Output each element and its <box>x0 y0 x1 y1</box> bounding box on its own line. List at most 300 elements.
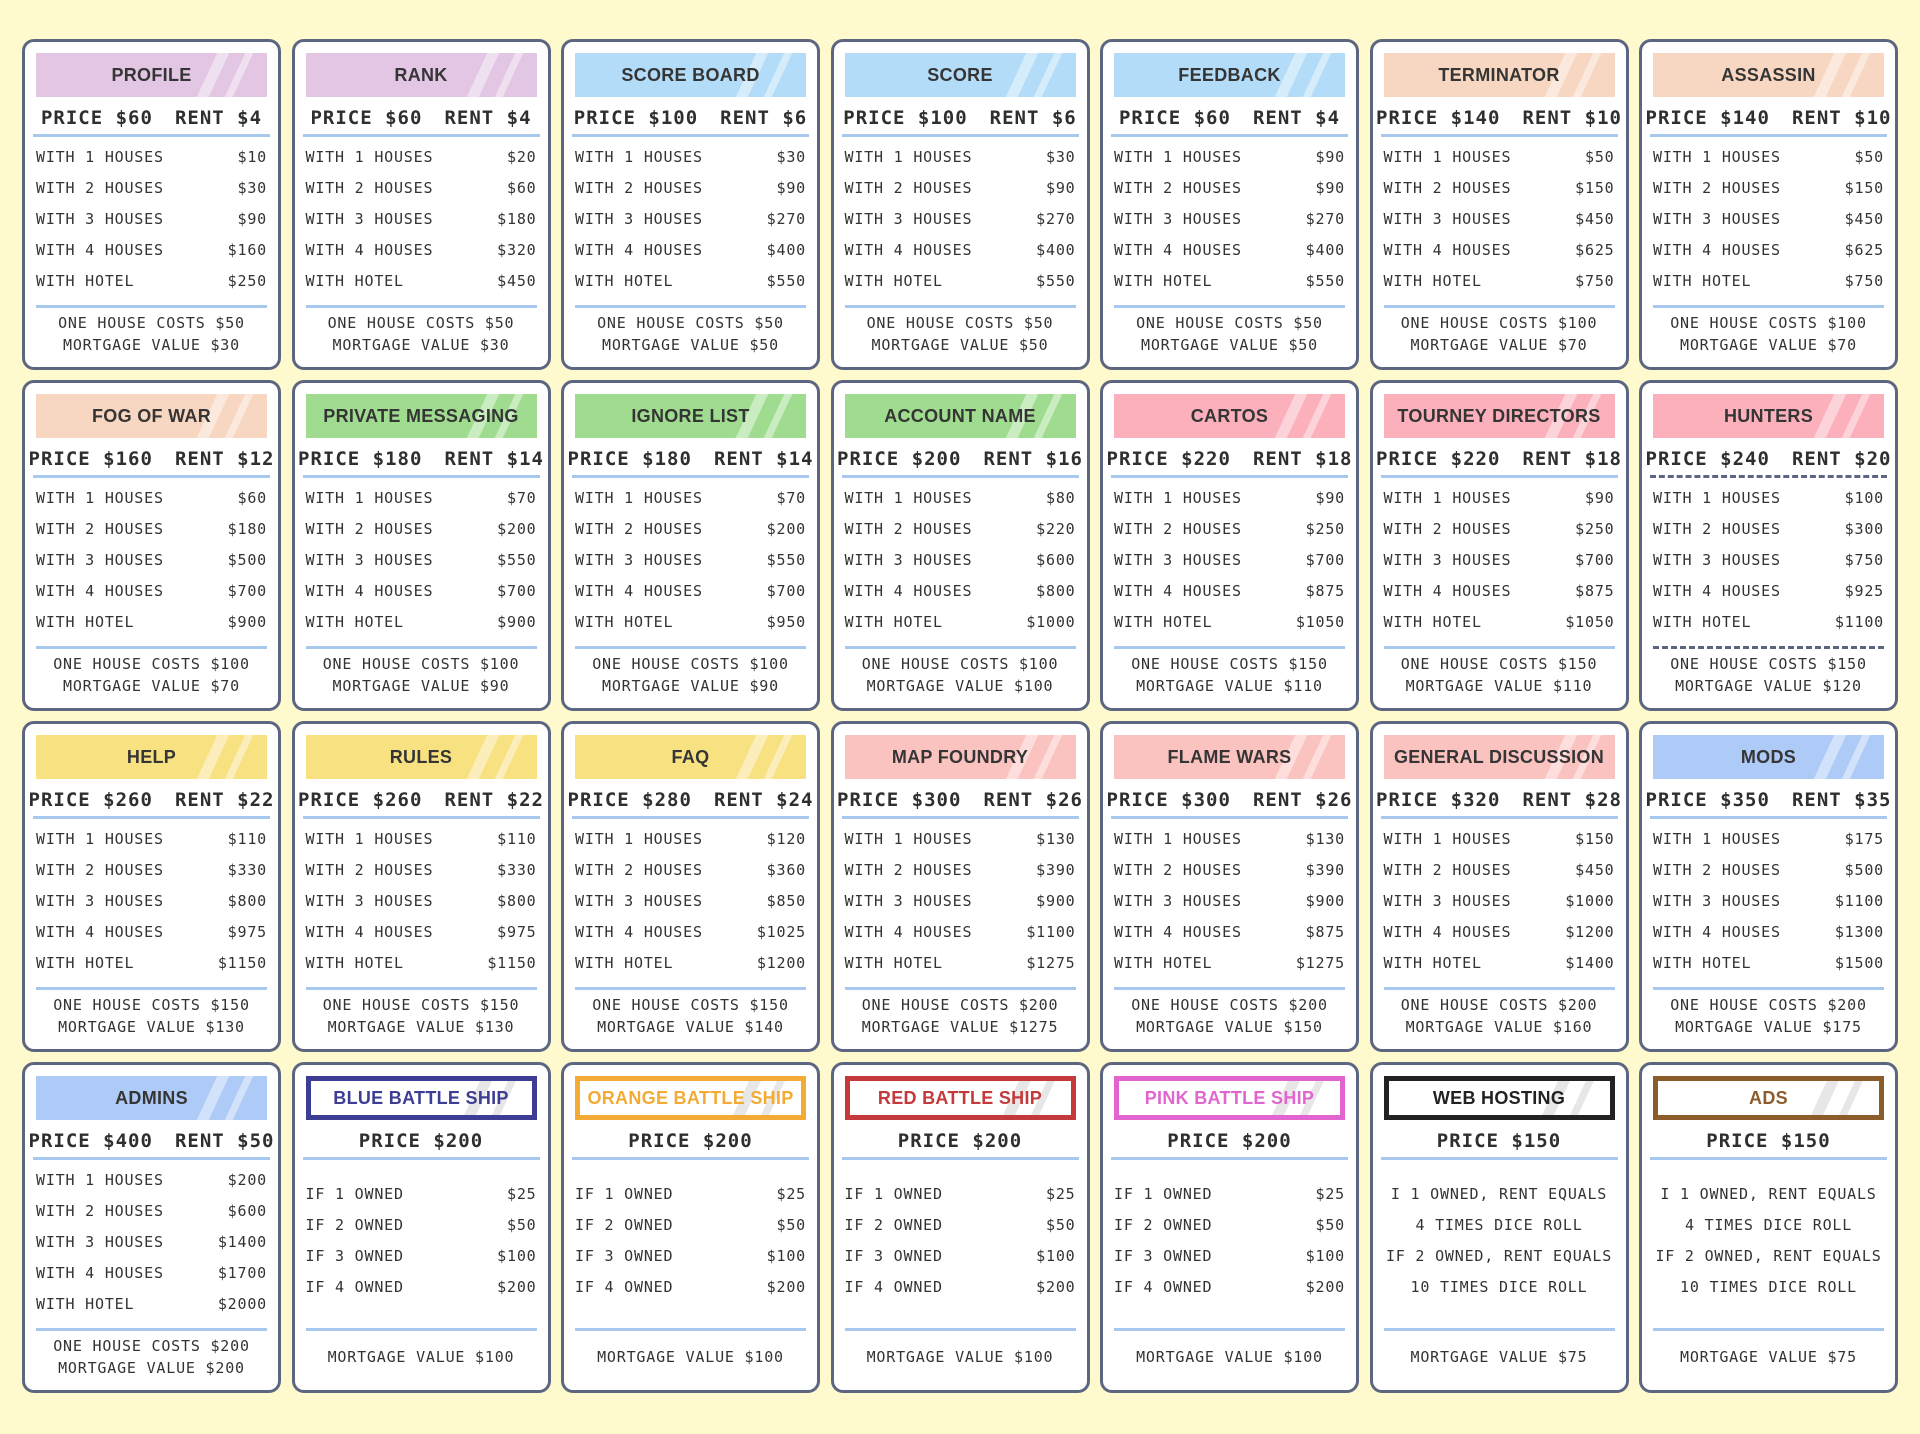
rent-row <box>306 575 537 606</box>
rent-row <box>575 482 806 513</box>
rent-row-value: $800 <box>1036 581 1076 600</box>
card-title-text: PROFILE <box>111 64 192 85</box>
rent-row-value: $270 <box>1305 209 1345 228</box>
house-cost: ONE HOUSE COSTS $150 <box>1400 655 1598 673</box>
card-title <box>1114 1076 1345 1120</box>
rent-row <box>36 544 267 575</box>
rent-row <box>1114 1271 1345 1302</box>
rent-row-value: $130 <box>1036 829 1076 848</box>
title-sheen <box>1572 53 1601 97</box>
rent-row-value: $100 <box>1036 1246 1076 1265</box>
card-mods[interactable] <box>1639 721 1898 1052</box>
rent-row-value: $175 <box>1844 829 1884 848</box>
mortgage-value: MORTGAGE VALUE $110 <box>1405 677 1593 695</box>
rent-row <box>36 916 267 947</box>
rent-row <box>1114 1209 1345 1240</box>
rent-table <box>306 823 537 978</box>
rent-row-label: WITH 2 HOUSES <box>1383 860 1512 879</box>
rent-row <box>36 172 267 203</box>
rent-row-label: WITH HOTEL <box>305 953 404 972</box>
card-ads[interactable] <box>1639 1062 1898 1393</box>
rent-row-label: WITH HOTEL <box>844 612 943 631</box>
rent-row-label: WITH 1 HOUSES <box>1114 488 1242 507</box>
card-footer <box>845 646 1076 701</box>
title-sheen <box>1033 394 1062 438</box>
rent-row <box>575 1271 806 1302</box>
rent-row <box>575 544 806 575</box>
card-footer <box>845 1328 1076 1383</box>
card-title <box>575 735 806 779</box>
rent-row-label: WITH 4 HOUSES <box>575 581 703 600</box>
rent-row-value: $900 <box>497 612 537 631</box>
price-rent-line <box>298 784 544 819</box>
rent-row-label: WITH 3 HOUSES <box>1653 891 1781 910</box>
title-sheen <box>1814 53 1847 97</box>
rent-row-value: $30 <box>1046 147 1076 166</box>
rent-row-value: $30 <box>237 178 267 197</box>
card-title <box>36 735 267 779</box>
card-footer <box>1114 646 1345 701</box>
mortgage-value: MORTGAGE VALUE $150 <box>1136 1018 1323 1036</box>
card-title <box>306 394 537 438</box>
rent-row-label: WITH 2 HOUSES <box>1114 860 1242 879</box>
rent-row-label: IF 1 OWNED <box>1114 1184 1213 1203</box>
rent-row-value: $100 <box>766 1246 806 1265</box>
rent-row <box>1653 265 1884 296</box>
card-footer <box>306 305 537 360</box>
rent-table <box>1653 141 1884 296</box>
rent-row-label: IF 4 OWNED <box>305 1277 404 1296</box>
mortgage-value: MORTGAGE VALUE $100 <box>866 1348 1054 1366</box>
rent-row-value: $1150 <box>487 953 537 972</box>
rent-row-label: WITH 2 HOUSES <box>844 519 973 538</box>
title-sheen <box>225 1076 254 1120</box>
card-title-text: SCORE BOARD <box>621 64 760 85</box>
rent: RENT $6 <box>720 107 808 129</box>
card-title-text: TERMINATOR <box>1438 64 1560 85</box>
rent-row <box>1653 234 1884 265</box>
rent-row-value: $200 <box>766 519 806 538</box>
card-red-battle-ship[interactable] <box>831 1062 1090 1393</box>
title-sheen <box>1839 1081 1863 1115</box>
house-cost: ONE HOUSE COSTS $200 <box>1670 996 1867 1014</box>
rent-row <box>1384 1271 1615 1302</box>
rent-row-label: WITH 1 HOUSES <box>844 488 973 507</box>
house-cost: ONE HOUSE COSTS $100 <box>1670 314 1867 332</box>
rent-row <box>575 947 806 978</box>
rent-row-label: WITH 1 HOUSES <box>1114 147 1242 166</box>
card-rank[interactable] <box>292 39 551 370</box>
rent-row <box>845 1209 1076 1240</box>
rent-row-label: WITH 2 HOUSES <box>1114 519 1242 538</box>
price-rent-line <box>572 1125 809 1160</box>
title-sheen <box>764 394 793 438</box>
rent-row-value: $25 <box>776 1184 806 1203</box>
card-assassin[interactable] <box>1639 39 1898 370</box>
rent-table <box>1384 141 1615 296</box>
mortgage-value: MORTGAGE VALUE $110 <box>1136 677 1323 695</box>
card-blue-battle-ship[interactable] <box>292 1062 551 1393</box>
mortgage-value: MORTGAGE VALUE $50 <box>871 336 1049 354</box>
card-ignore-list[interactable] <box>561 380 820 711</box>
card-title-text: SCORE <box>927 64 993 85</box>
rent-row-value: $875 <box>1575 581 1615 600</box>
rent-row-label: WITH 3 HOUSES <box>1653 209 1781 228</box>
rent: RENT $26 <box>983 789 1083 811</box>
rent-row-label: WITH 1 HOUSES <box>575 829 703 848</box>
house-cost: ONE HOUSE COSTS $150 <box>322 996 520 1014</box>
title-sheen <box>1570 1081 1594 1115</box>
rent-row-value: $180 <box>497 209 537 228</box>
card-title-text: FAQ <box>671 746 710 767</box>
rent-table <box>1653 1178 1884 1302</box>
rent-row-value: $1275 <box>1026 953 1076 972</box>
rent-row-value: $1150 <box>217 953 267 972</box>
card-footer <box>36 987 267 1042</box>
rent-row-value: $1050 <box>1565 612 1615 631</box>
rent-row-value: $1400 <box>217 1232 267 1251</box>
rent-row-label: WITH 3 HOUSES <box>305 209 434 228</box>
price-rent-line <box>28 1125 275 1160</box>
rent-row-value: $100 <box>1305 1246 1345 1265</box>
rent-row <box>1653 606 1884 637</box>
price: PRICE $180 <box>298 448 423 470</box>
rent-row <box>1384 544 1615 575</box>
rent-row-value: $700 <box>1305 550 1345 569</box>
card-title-text: GENERAL DISCUSSION <box>1393 746 1605 767</box>
mortgage-value: MORTGAGE VALUE $130 <box>58 1018 245 1036</box>
rent-row-label: WITH 4 HOUSES <box>36 922 164 941</box>
title-sheen <box>225 394 254 438</box>
mortgage-value: MORTGAGE VALUE $100 <box>327 1348 515 1366</box>
rent-row <box>845 606 1076 637</box>
card-rules[interactable] <box>292 721 551 1052</box>
rent-row-value: $500 <box>227 550 267 569</box>
rent-row-label: WITH HOTEL <box>1114 612 1213 631</box>
mortgage-value: MORTGAGE VALUE $70 <box>1680 336 1857 354</box>
rent-row-label: IF 4 OWNED <box>575 1277 674 1296</box>
card-title-text: MAP FOUNDRY <box>891 746 1029 767</box>
rent-row-label: IF 2 OWNED <box>844 1215 943 1234</box>
rent: RENT $4 <box>174 107 263 129</box>
rent-row <box>845 1240 1076 1271</box>
rent-row-value: $750 <box>1844 271 1884 290</box>
title-sheen <box>1033 735 1062 779</box>
rent-row-label: WITH HOTEL <box>1383 953 1482 972</box>
card-score-board[interactable] <box>561 39 820 370</box>
title-sheen <box>736 735 769 779</box>
rent-row-label: WITH 1 HOUSES <box>575 488 703 507</box>
rent-row <box>845 482 1076 513</box>
price-rent-line <box>303 1125 540 1160</box>
title-sheen <box>494 735 523 779</box>
card-title-text: ORANGE BATTLE SHIP <box>587 1087 794 1108</box>
rent-row <box>575 172 806 203</box>
price: PRICE $220 <box>1106 448 1231 470</box>
card-title-text: IGNORE LIST <box>631 405 750 426</box>
rent-row-label: IF 3 OWNED <box>305 1246 404 1265</box>
price-rent-line <box>1376 443 1622 478</box>
rent-row-value: $1400 <box>1565 953 1615 972</box>
rent-table <box>36 823 267 978</box>
rent-row <box>1384 1178 1615 1209</box>
rent-row <box>306 823 537 854</box>
rent-row <box>306 1271 537 1302</box>
rent-table <box>575 1178 806 1302</box>
rent: RENT $24 <box>713 789 814 811</box>
rent-row-value: $110 <box>497 829 537 848</box>
card-title-text: HELP <box>126 746 177 767</box>
rent-row-value: $600 <box>227 1201 267 1220</box>
card-terminator[interactable] <box>1370 39 1629 370</box>
rent-row <box>1114 234 1345 265</box>
rent-row-label: WITH HOTEL <box>1114 271 1213 290</box>
card-flame-wars[interactable] <box>1100 721 1359 1052</box>
house-cost: ONE HOUSE COSTS $150 <box>1670 655 1867 673</box>
rent-row-label: WITH 2 HOUSES <box>36 519 164 538</box>
rent-row-value: $1275 <box>1295 953 1345 972</box>
price: PRICE $100 <box>843 107 968 129</box>
card-account-name[interactable] <box>831 380 1090 711</box>
card-score[interactable] <box>831 39 1090 370</box>
price: PRICE $240 <box>1645 448 1770 470</box>
card-footer <box>1384 987 1615 1042</box>
rent: RENT $16 <box>983 448 1083 470</box>
price-rent-line <box>1106 443 1353 478</box>
title-sheen <box>1033 53 1062 97</box>
rent-row-label: WITH 4 HOUSES <box>36 1263 164 1282</box>
rent-row-value: $60 <box>507 178 537 197</box>
rent-row <box>306 203 537 234</box>
card-web-hosting[interactable] <box>1370 1062 1629 1393</box>
rent-row <box>1653 203 1884 234</box>
rent-row-label: WITH 3 HOUSES <box>1383 550 1512 569</box>
card-help[interactable] <box>22 721 281 1052</box>
rent-row-value: $700 <box>766 581 806 600</box>
rent-row-value: $2000 <box>217 1294 267 1313</box>
rent-row <box>1384 265 1615 296</box>
card-admins[interactable] <box>22 1062 281 1393</box>
rent-row-value: $25 <box>1046 1184 1076 1203</box>
price-rent-line <box>28 784 275 819</box>
rent-row <box>845 172 1076 203</box>
card-title-text: RED BATTLE SHIP <box>877 1087 1043 1108</box>
card-title-text: ADMINS <box>115 1087 188 1108</box>
rent-row-value: $390 <box>1036 860 1076 879</box>
card-title-text: ACCOUNT NAME <box>884 405 1036 426</box>
rent-row <box>36 1164 267 1195</box>
card-orange-battle-ship[interactable] <box>561 1062 820 1393</box>
card-footer <box>1653 1328 1884 1383</box>
title-sheen <box>764 53 793 97</box>
rent-table <box>36 482 267 637</box>
rent-row <box>575 265 806 296</box>
card-title <box>845 394 1076 438</box>
card-title-text: RANK <box>394 64 448 85</box>
mortgage-value: MORTGAGE VALUE $75 <box>1410 1348 1588 1366</box>
price-rent-line <box>1650 1125 1887 1160</box>
card-footer <box>575 987 806 1042</box>
card-title <box>1384 1076 1615 1120</box>
rent-row-value: $100 <box>1844 488 1884 507</box>
card-title-text: FEEDBACK <box>1178 64 1281 85</box>
card-title <box>1114 53 1345 97</box>
rent-row-label: WITH 2 HOUSES <box>36 860 164 879</box>
rent-row-label: WITH HOTEL <box>1653 612 1752 631</box>
rent-row <box>306 947 537 978</box>
price-rent-line <box>572 102 809 137</box>
rent-row-value: $450 <box>1844 209 1884 228</box>
rent-row <box>306 885 537 916</box>
price: PRICE $280 <box>567 789 692 811</box>
card-cartos[interactable] <box>1100 380 1359 711</box>
rent-row-value: $50 <box>1854 147 1884 166</box>
rent-row-label: WITH 4 HOUSES <box>1383 581 1512 600</box>
house-cost: ONE HOUSE COSTS $50 <box>327 314 515 332</box>
rent-row-label: WITH 4 HOUSES <box>1383 922 1512 941</box>
rent-row-value: $1000 <box>1565 891 1615 910</box>
card-pink-battle-ship[interactable] <box>1100 1062 1359 1393</box>
rent-row-value: $625 <box>1844 240 1884 259</box>
rent-row <box>306 544 537 575</box>
price: PRICE $140 <box>1376 107 1501 129</box>
rent-row-value: $150 <box>1575 178 1615 197</box>
rent-table <box>845 823 1076 978</box>
rent-row <box>845 1178 1076 1209</box>
rent-row-value: $50 <box>1315 1215 1345 1234</box>
rent-row-label: WITH 1 HOUSES <box>36 147 164 166</box>
title-sheen <box>225 735 254 779</box>
rent-row <box>36 482 267 513</box>
rent-row-value: $90 <box>1315 488 1345 507</box>
card-footer <box>1114 1328 1345 1383</box>
card-map-foundry[interactable] <box>831 721 1090 1052</box>
rent-row-label: WITH 1 HOUSES <box>1383 488 1512 507</box>
rent-row-value: $90 <box>1585 488 1615 507</box>
rent-row <box>1114 203 1345 234</box>
rent-row-label: WITH 3 HOUSES <box>575 550 703 569</box>
rent-row-label: WITH 1 HOUSES <box>305 829 434 848</box>
rent-table <box>36 141 267 296</box>
house-cost: ONE HOUSE COSTS $200 <box>1131 996 1328 1014</box>
rent-row-label: WITH HOTEL <box>844 271 943 290</box>
rent: RENT $50 <box>174 1130 275 1152</box>
mortgage-value: MORTGAGE VALUE $140 <box>597 1018 784 1036</box>
rent-row-value: $120 <box>766 829 806 848</box>
card-hunters[interactable] <box>1639 380 1898 711</box>
rent: RENT $14 <box>444 448 544 470</box>
rent-row-label: IF 1 OWNED <box>575 1184 674 1203</box>
card-tourney-directors[interactable] <box>1370 380 1629 711</box>
card-title <box>1114 735 1345 779</box>
rent-row-label: WITH 2 HOUSES <box>844 178 973 197</box>
rent-row <box>1653 823 1884 854</box>
card-footer <box>1653 987 1884 1042</box>
rent-row <box>36 1257 267 1288</box>
card-faq[interactable] <box>561 721 820 1052</box>
rent-table <box>306 482 537 637</box>
rent-row-label: WITH HOTEL <box>1383 271 1482 290</box>
card-footer <box>1653 646 1884 701</box>
rent-row <box>1653 854 1884 885</box>
rent-table <box>845 141 1076 296</box>
rent-row-value: $150 <box>1844 178 1884 197</box>
rent-row-label: WITH 1 HOUSES <box>844 147 973 166</box>
rent-row-label: WITH 4 HOUSES <box>575 240 703 259</box>
card-private-messaging[interactable] <box>292 380 551 711</box>
rent-row <box>36 885 267 916</box>
rent-table <box>306 1178 537 1302</box>
price: PRICE $300 <box>1106 789 1231 811</box>
rent-row-value: $550 <box>497 550 537 569</box>
rent-row-label: WITH 3 HOUSES <box>844 209 973 228</box>
price: PRICE $140 <box>1645 107 1770 129</box>
card-profile[interactable] <box>22 39 281 370</box>
rent-row-label: WITH 3 HOUSES <box>1114 209 1242 228</box>
rent-row-label: IF 2 OWNED <box>305 1215 404 1234</box>
card-fog-of-war[interactable] <box>22 380 281 711</box>
rent-row <box>1114 265 1345 296</box>
card-title-text: MODS <box>1740 746 1797 767</box>
rent-row <box>36 141 267 172</box>
card-footer <box>575 1328 806 1383</box>
rent-row-value: $400 <box>1305 240 1345 259</box>
title-sheen <box>1275 394 1308 438</box>
rent: RENT $22 <box>444 789 544 811</box>
card-title <box>1653 735 1884 779</box>
card-title-text: BLUE BATTLE SHIP <box>333 1087 509 1108</box>
card-footer <box>306 987 537 1042</box>
card-feedback[interactable] <box>1100 39 1359 370</box>
card-title-text: WEB HOSTING <box>1432 1087 1566 1108</box>
rent-table <box>575 823 806 978</box>
rent-row-value: $250 <box>1305 519 1345 538</box>
rent-row-value: $550 <box>766 271 806 290</box>
rent-row-label: WITH 3 HOUSES <box>1653 550 1781 569</box>
rent-row <box>575 916 806 947</box>
rent-row-value: $30 <box>776 147 806 166</box>
rent-row-label: WITH 3 HOUSES <box>575 209 703 228</box>
rent-row-label: WITH HOTEL <box>36 1294 135 1313</box>
rent-row-value: $270 <box>1036 209 1076 228</box>
card-footer <box>1114 305 1345 360</box>
rent-row-label: WITH HOTEL <box>1653 953 1752 972</box>
rent-row-label: WITH 4 HOUSES <box>36 240 164 259</box>
rent-row <box>306 234 537 265</box>
rent-row-value: $900 <box>1036 891 1076 910</box>
card-footer <box>306 646 537 701</box>
rent-table <box>845 482 1076 637</box>
rent-row-label: WITH 1 HOUSES <box>36 829 164 848</box>
card-general-discussion[interactable] <box>1370 721 1629 1052</box>
house-cost: ONE HOUSE COSTS $100 <box>53 655 250 673</box>
card-grid <box>22 39 1898 1393</box>
rent-row-value: $180 <box>227 519 267 538</box>
rent: RENT $20 <box>1791 448 1892 470</box>
rent-row-label: WITH 1 HOUSES <box>305 147 434 166</box>
price: PRICE $260 <box>28 789 153 811</box>
rent-table <box>1114 1178 1345 1302</box>
card-title <box>1653 53 1884 97</box>
rent-row <box>845 947 1076 978</box>
rent-row-label: WITH 1 HOUSES <box>1653 488 1781 507</box>
mortgage-value: MORTGAGE VALUE $75 <box>1680 1348 1857 1366</box>
rent-row <box>1653 916 1884 947</box>
card-title-text: CARTOS <box>1190 405 1269 426</box>
house-cost: ONE HOUSE COSTS $200 <box>1400 996 1598 1014</box>
rent-row-value: $700 <box>497 581 537 600</box>
rent-row <box>1114 141 1345 172</box>
